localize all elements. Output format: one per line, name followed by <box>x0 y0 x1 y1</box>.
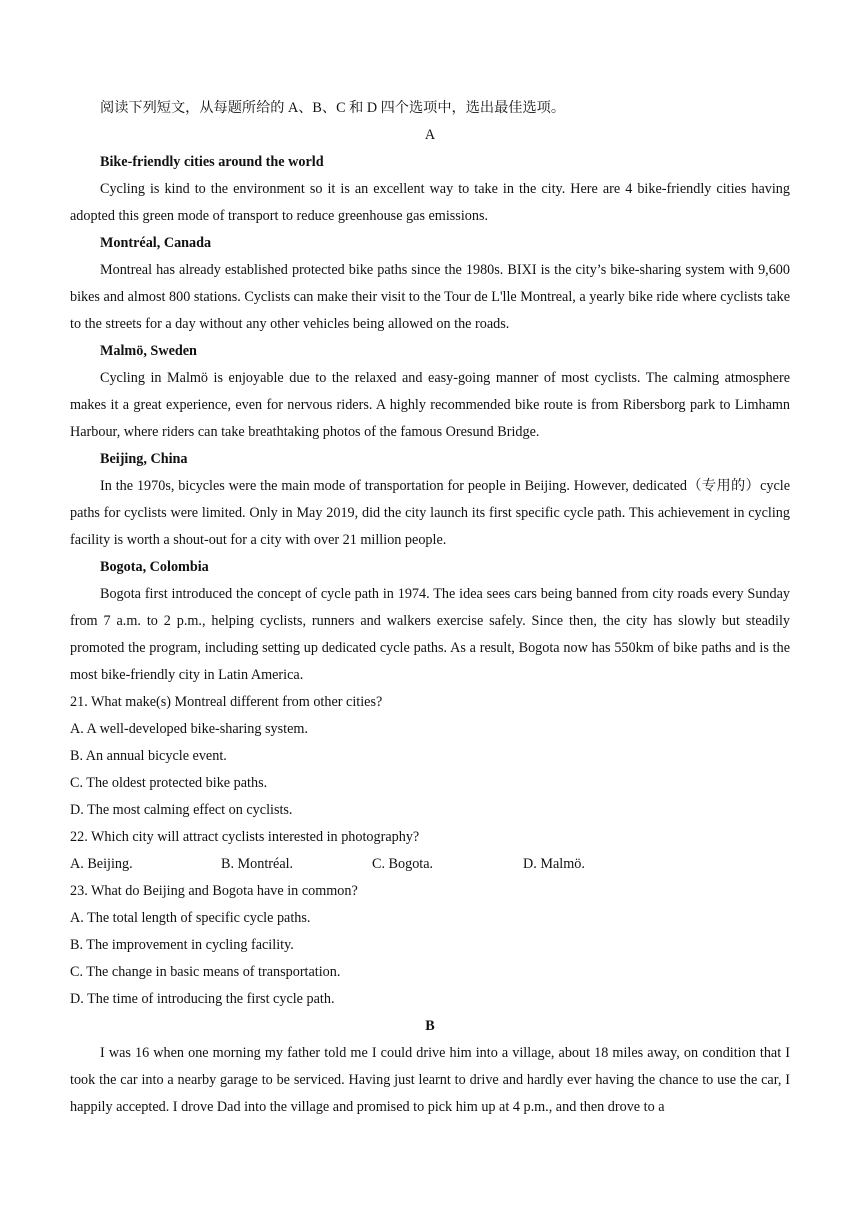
question-22-option-c: C. Bogota. <box>372 856 434 872</box>
question-21-stem: 21. What make(s) Montreal different from other cities? <box>70 694 383 710</box>
question-22-option-b: B. Montréal. <box>221 856 294 872</box>
question-23-option-d: D. The time of introducing the first cycle path. <box>70 991 335 1007</box>
passage-title: Bike-friendly cities around the world <box>100 154 324 170</box>
question-21-option-d: D. The most calming effect on cyclists. <box>70 802 293 818</box>
question-21-option-a: A. A well-developed bike-sharing system. <box>70 721 308 737</box>
passage-intro: Cycling is kind to the environment so it is an excellent way to take in the city. Here are 4 bike-friendly cities having adopted this green mode of transport to reduce greenhouse gas emissions. <box>70 181 790 224</box>
question-23-stem: 23. What do Beijing and Bogota have in common? <box>70 883 358 899</box>
city-heading-malmo: Malmö, Sweden <box>100 343 197 359</box>
city-paragraph-malmo: Cycling in Malmö is enjoyable due to the relaxed and easy-going manner of most cyclists. The calming atmosphere makes it a great experience, even for nervous riders. A highly recommended bike route is from Ribersborg park to Limhamn Harbour, where riders can take breathtaking photos of the famous Oresund Bridge. <box>70 370 790 440</box>
question-23-option-b: B. The improvement in cycling facility. <box>70 937 294 953</box>
city-heading-bogota: Bogota, Colombia <box>100 559 209 575</box>
question-23-option-a: A. The total length of specific cycle paths. <box>70 910 311 926</box>
question-21-option-c: C. The oldest protected bike paths. <box>70 775 268 791</box>
question-23-option-c: C. The change in basic means of transportation. <box>70 964 341 980</box>
document-page <box>70 95 790 1121</box>
city-paragraph-bogota: Bogota first introduced the concept of cycle path in 1974. The idea sees cars being banned from city roads every Sunday from 7 a.m. to 2 p.m., helping cyclists, runners and walkers exercise safely. Since then, the city has slowly but steadily promoted the program, including setting up dedicated cycle paths. As a result, Bogota now has 550km of bike paths and is the most bike-friendly city in Latin America. <box>70 586 790 683</box>
section-b-paragraph: I was 16 when one morning my father told me I could drive him into a village, about 18 miles away, on condition that I took the car into a nearby garage to be serviced. Having just learnt to drive and hardly ever having the chance to use the car, I happily accepted. I drove Dad into the village and promised to pick him up at 4 p.m., and then drove to a <box>70 1045 790 1115</box>
section-a-label: A <box>424 127 436 143</box>
question-22-options <box>70 851 790 878</box>
instruction: 阅读下列短文，从每题所给的 A、B、C 和 D 四个选项中，选出最佳选项。 <box>100 100 566 116</box>
section-b-label: B <box>425 1018 435 1034</box>
city-heading-montreal: Montréal, Canada <box>100 235 212 251</box>
question-22-option-a: A. Beijing. <box>70 856 133 872</box>
city-paragraph-beijing: In the 1970s, bicycles were the main mode of transportation for people in Beijing. However, dedicated（专用的）cycle paths for cyclists were limited. Only in May 2019, did the city launch its first specific cycle path. This achievement in cycling facility is worth a shout-out for a city with over 21 million people. <box>70 478 790 548</box>
question-21-option-b: B. An annual bicycle event. <box>70 748 227 764</box>
city-heading-beijing: Beijing, China <box>100 451 188 467</box>
question-22-stem: 22. Which city will attract cyclists interested in photography? <box>70 829 420 845</box>
question-22-option-d: D. Malmö. <box>523 856 585 872</box>
city-paragraph-montreal: Montreal has already established protected bike paths since the 1980s. BIXI is the city’s bike-sharing system with 9,600 bikes and almost 800 stations. Cyclists can make their visit to the Tour de L'lle Montreal, a yearly bike ride where cyclists take to the streets for a day without any other vehicles being allowed on the roads. <box>70 262 790 332</box>
